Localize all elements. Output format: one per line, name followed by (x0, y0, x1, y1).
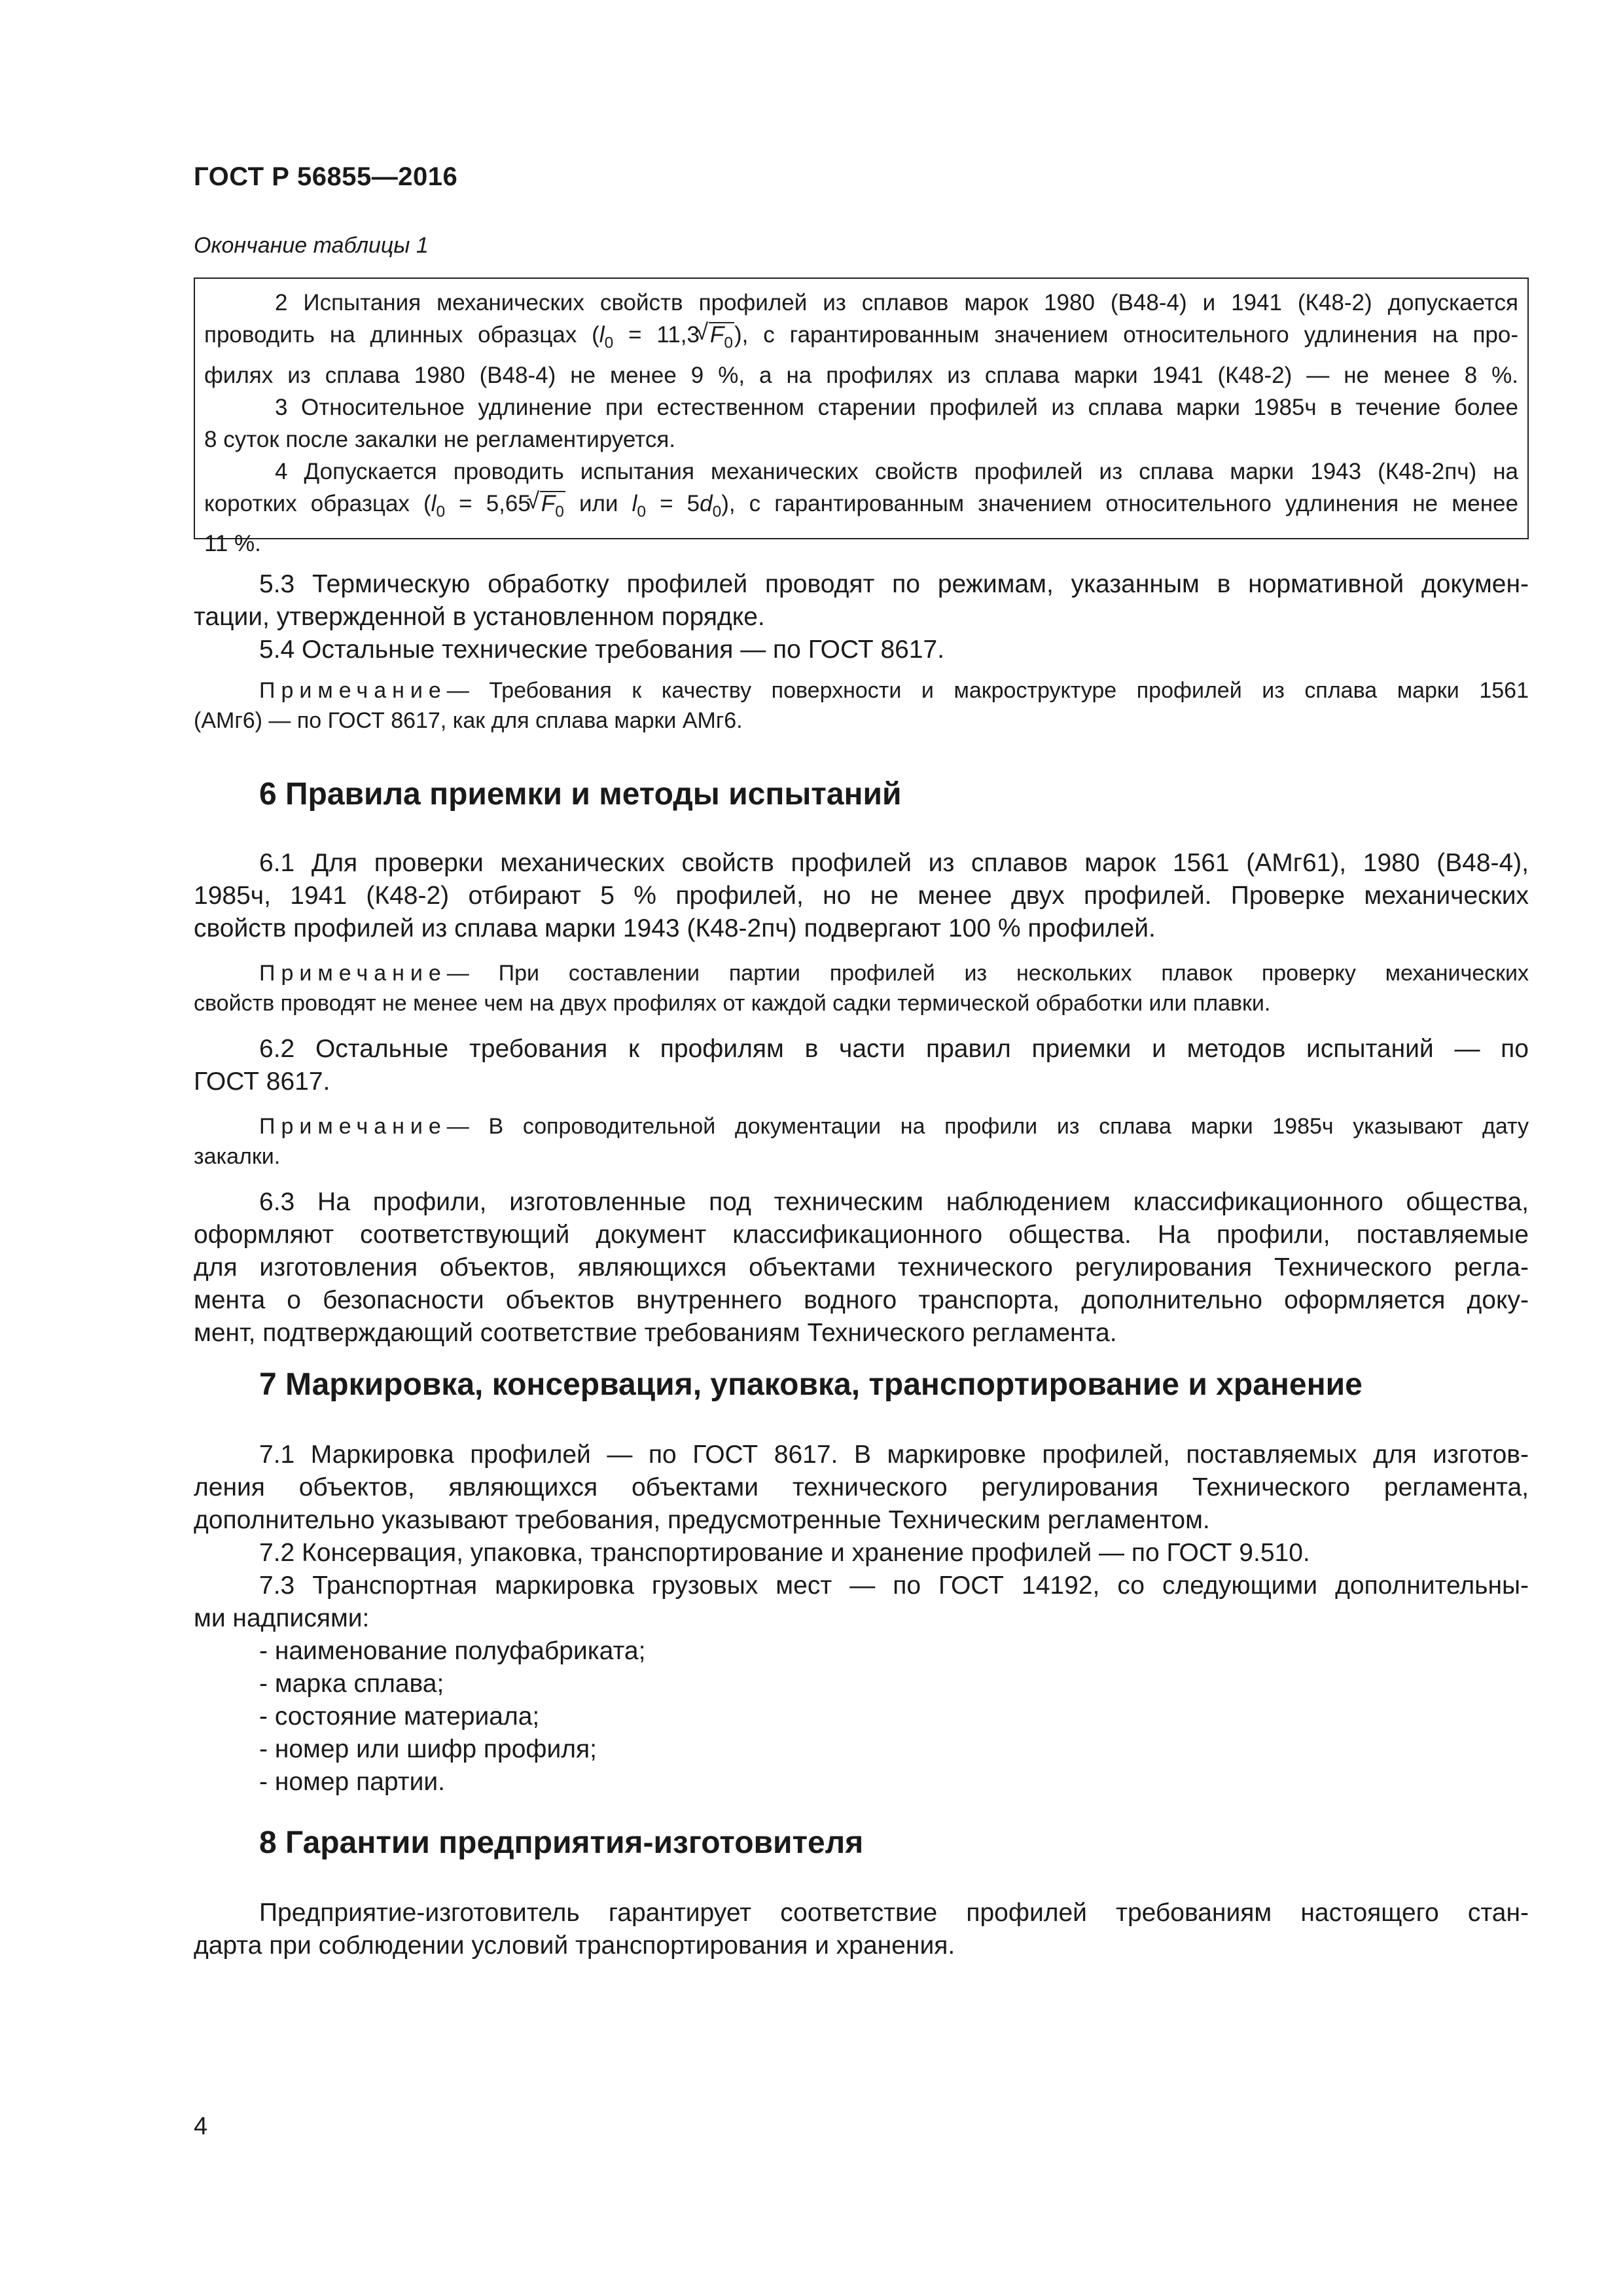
note-4-line-2: коротких образцах ($l_0 = 5,65√$ $F_0$ или $l_0 = 5d_0$), с гарантированным значением относительного удлинения не менее (204, 488, 1518, 528)
section-6-body (194, 847, 1529, 1350)
marking-list (194, 1635, 1529, 1799)
note-2-line-1: 2 Испытания механических свойств профилей из сплавов марок 1980 (В48-4) и 1941 (К48-2) допускается (275, 290, 1518, 315)
note-6-1: Примечание— При составлении партии профилей из нескольких плавок проверку механических свойств проводят не менее чем на двух профилях от каждой садки термической обработки или плавки. (194, 961, 1529, 1016)
paragraph-8: Предприятие-изготовитель гарантирует соответствие профилей требованиям настоящего стан- дарта при соблюдении условий транспортирования и хранения. (194, 1899, 1529, 1960)
paragraph-6-3: 6.3 На профили, изготовленные под техническим наблюдением классификационного общества, оформляют соответствующий документ классификационного общества. На профили, поставляемые для изготовления объектов, являющихся объектами технического регулирования Технического регла- мента о безопасности объектов внутреннего водного транспорта, дополнительно оформляется доку- мент, подтверждающий соответствие требованиям Технического регламента. (194, 1188, 1529, 1347)
list-item: - марка сплава; (259, 1670, 444, 1698)
note-4-line-3: 11 %. (204, 531, 261, 557)
sqrt-formula: √ $F_0$ (540, 491, 565, 520)
section-7-body (194, 1439, 1529, 1799)
note-2-line-3: филях из сплава 1980 (В48-4) не менее 9 %, а на профилях из сплава марки 1941 (К48-2) — не менее 8 %. (204, 362, 1518, 388)
document-id: ГОСТ Р 56855—2016 (194, 162, 458, 191)
paragraph-6-2: 6.2 Остальные требования к профилям в части правил приемки и методов испытаний — по ГОСТ 8617. (194, 1035, 1529, 1096)
page-number: 4 (194, 2113, 208, 2140)
paragraph-6-1: 6.1 Для проверки механических свойств профилей из сплавов марок 1561 (АМг61), 1980 (В48-4), 1985ч, 1941 (К48-2) отбирают 5 % профилей, но не менее двух профилей. Проверке механических свойств профилей из сплава марки 1943 (К48-2пч) подвергают 100 % профилей. (194, 849, 1529, 942)
list-item: - наименование полуфабриката; (259, 1637, 646, 1665)
paragraph-7-2: 7.2 Консервация, упаковка, транспортирование и хранение профилей — по ГОСТ 9.510. (259, 1539, 1310, 1567)
note-5: Примечание— Требования к качеству поверхности и макроструктуре профилей из сплава марки 1561 (АМг6) — по ГОСТ 8617, как для сплава марки АМг6. (194, 678, 1529, 733)
list-item: - номер или шифр профиля; (259, 1735, 597, 1763)
note-4-line-1: 4 Допускается проводить испытания механических свойств профилей из сплава марки 1943 (К48-2пч) на (275, 458, 1518, 484)
section-6-title: 6 Правила приемки и методы испытаний (259, 777, 902, 812)
table-notes-box (194, 278, 1529, 557)
note-2-line-2: проводить на длинных образцах ($l_0 = 11,3√$ $F_0$), с гарантированным значением относительного удлинения на про- (204, 319, 1518, 359)
section-5-body (194, 568, 1529, 736)
paragraph-5-4: 5.4 Остальные технические требования — по ГОСТ 8617. (259, 636, 945, 664)
table-continuation-label: Окончание таблицы 1 (194, 233, 429, 258)
note-3-line-1: 3 Относительное удлинение при естественном старении профилей из сплава марки 1985ч в течение более (275, 394, 1518, 420)
note-6-2: Примечание— В сопроводительной документации на профили из сплава марки 1985ч указывают дату закалки. (194, 1114, 1529, 1169)
paragraph-7-3: 7.3 Транспортная маркировка грузовых мест — по ГОСТ 14192, со следующими дополнительны- (259, 1571, 1529, 1600)
section-8-title: 8 Гарантии предприятия-изготовителя (259, 1825, 864, 1860)
paragraph-7-1: 7.1 Маркировка профилей — по ГОСТ 8617. В маркировке профилей, поставляемых для изготов- ления объектов, являющихся объектами технического регулирования Технического регламента, дополнительно указывают требования, предусмотренные Техническим регламентом. 7.2 Консервация, упаковка, транспортирование и хранение профилей — по ГОСТ 9.510. 7.3 Транспортная маркировка грузовых мест — по ГОСТ 14192, со следующими дополнительны- ми надписями: (194, 1441, 1529, 1632)
paragraph-5-3: 5.3 Термическую обработку профилей проводят по режимам, указанным в нормативной докумен- тации, утвержденной в установленном порядке. 5.4 Остальные технические требования — по ГОСТ 8617. (194, 568, 1529, 666)
note-label: Примечание (259, 1114, 447, 1139)
note-label: Примечание (259, 678, 447, 703)
section-7-title: 7 Маркировка, консервация, упаковка, транспортирование и хранение (259, 1367, 1363, 1402)
sqrt-formula: √ $F_0$ (709, 322, 734, 351)
note-3-line-2: 8 суток после закалки не регламентируется. (204, 426, 675, 452)
note-label: Примечание (259, 961, 447, 986)
section-8-body (194, 1897, 1529, 1962)
list-item: - номер партии. (259, 1768, 445, 1796)
list-item: - состояние материала; (259, 1702, 540, 1731)
